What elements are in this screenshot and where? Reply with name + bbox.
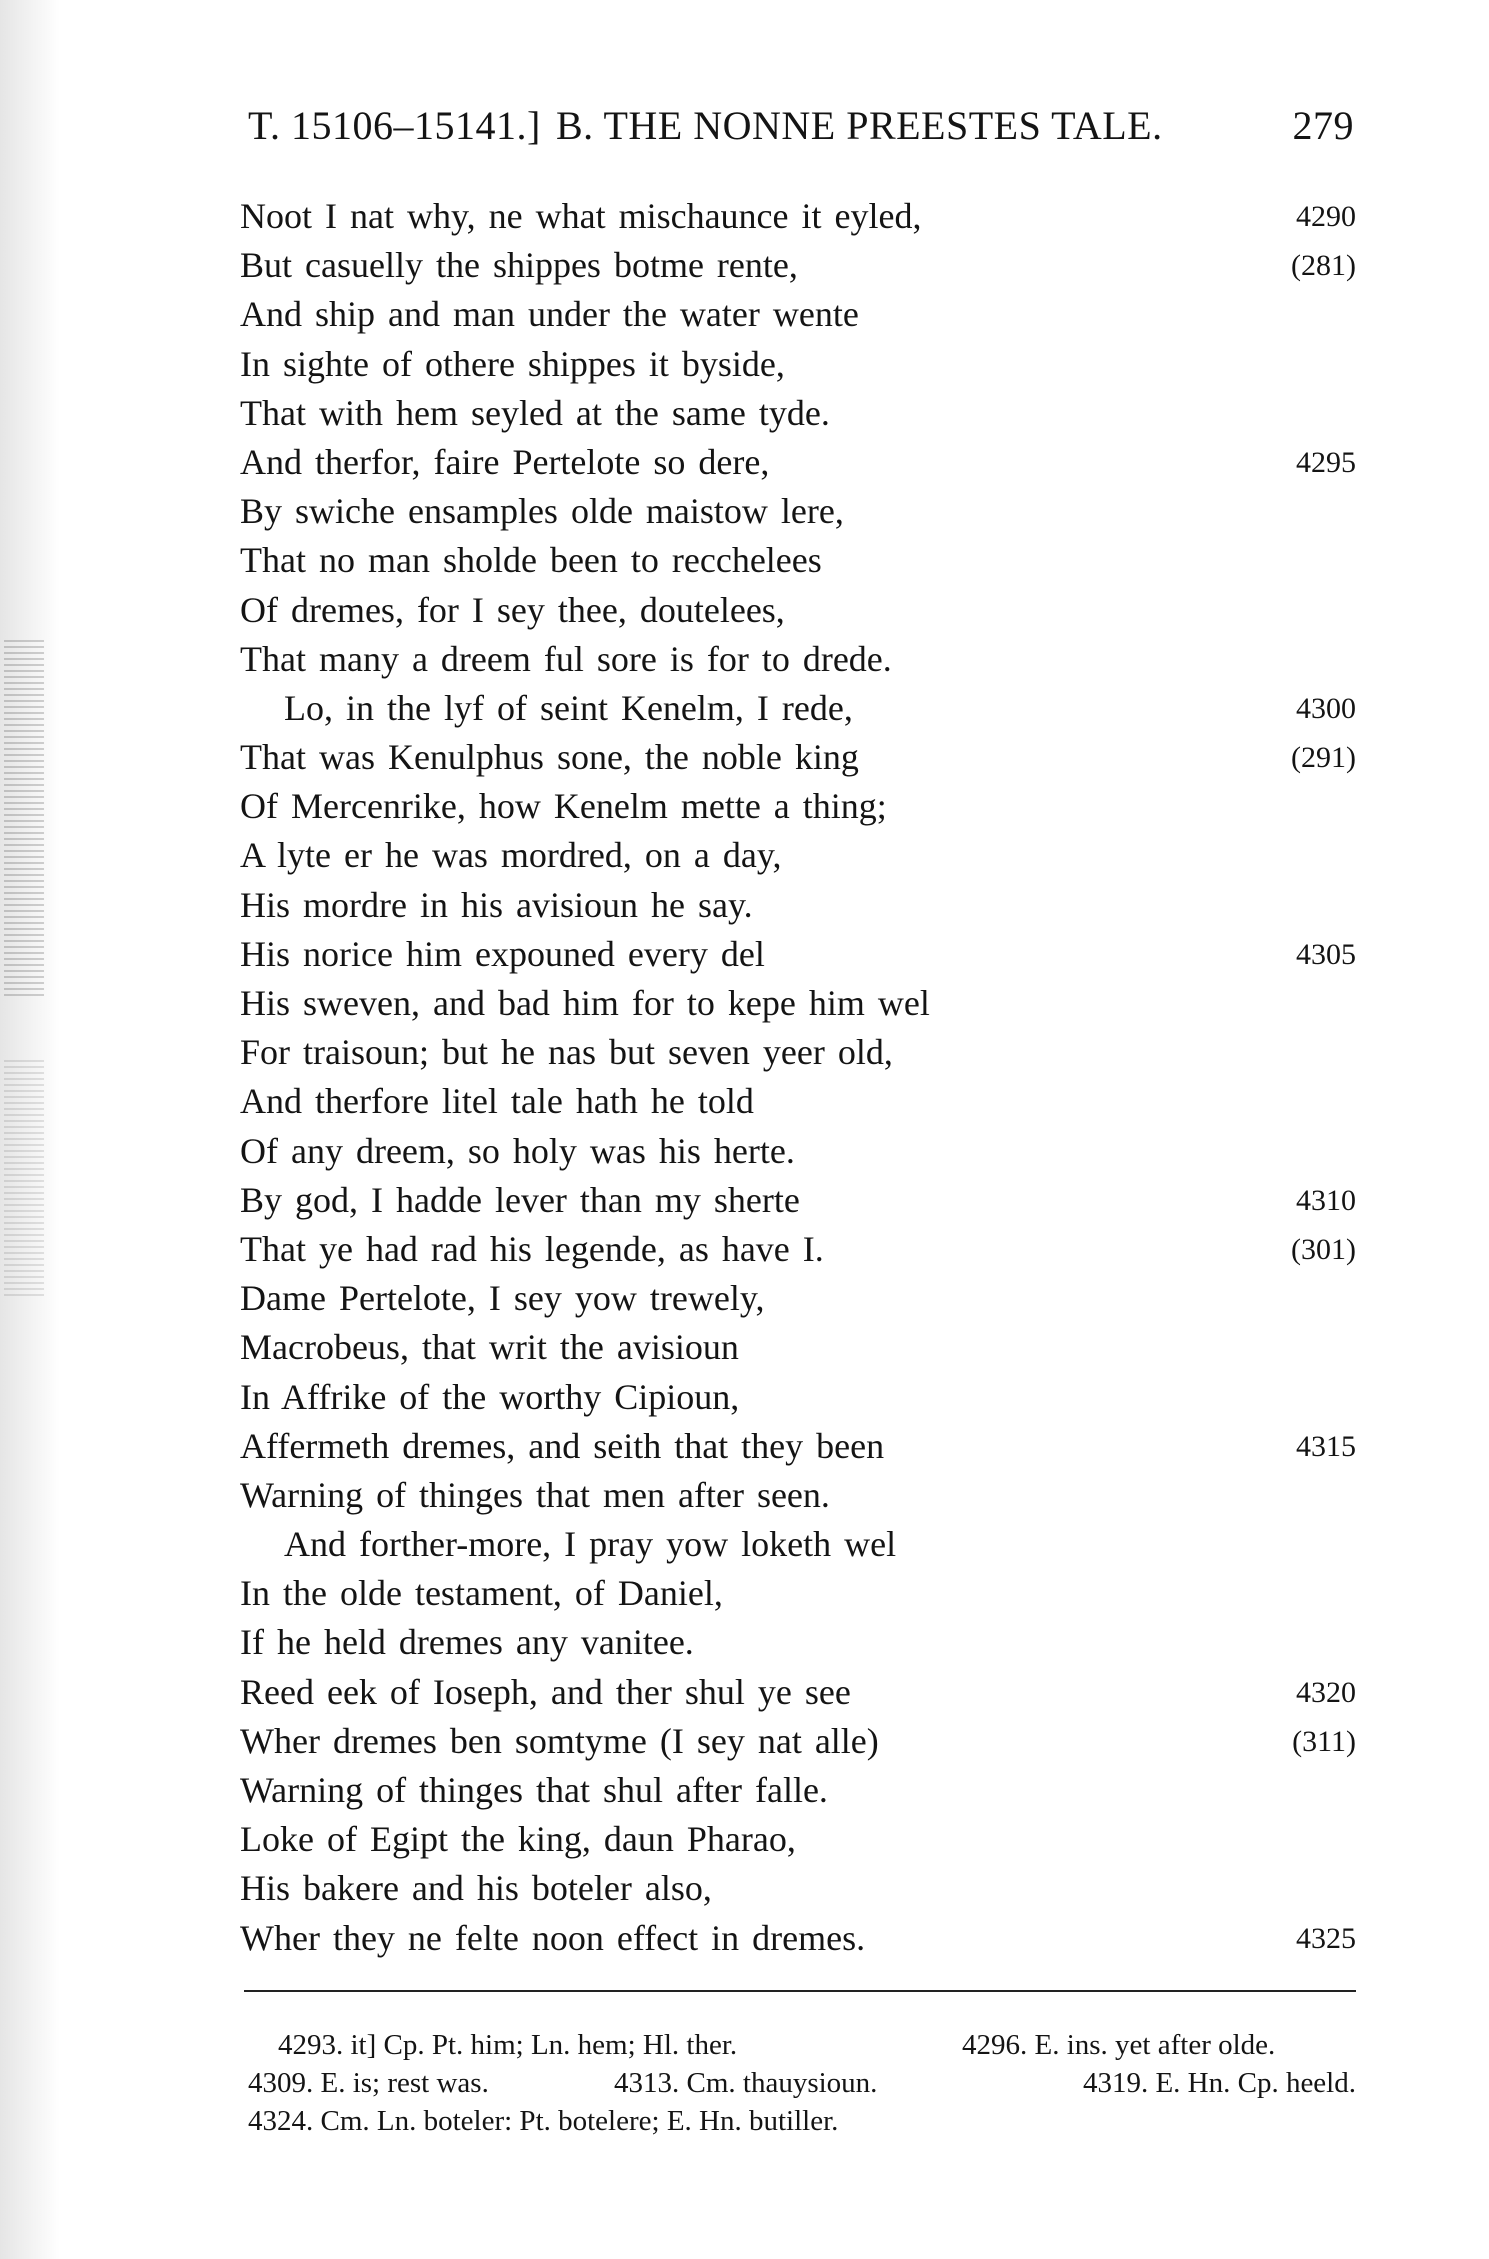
verse-text: Reed eek of Ioseph, and ther shul ye see: [240, 1671, 851, 1712]
note-row: [248, 2064, 1356, 2102]
verse-line: [240, 340, 1356, 389]
verse-text: And forther-more, I pray yow loketh wel: [284, 1524, 897, 1565]
verse-text: But casuelly the shippes botme rente,: [240, 245, 798, 286]
note-4313: 4313. Cm. thauysioun.: [614, 2067, 878, 2099]
verse-line: [240, 438, 1356, 487]
note-4296: 4296. E. ins. yet after olde.: [962, 2029, 1276, 2061]
verse-text: His mordre in his avisioun he say.: [240, 884, 753, 925]
verse-text: That was Kenulphus sone, the noble king: [240, 737, 859, 778]
verse-line: [240, 1815, 1356, 1864]
verse-line: [240, 1077, 1356, 1126]
footnote-rule: [244, 1990, 1356, 1992]
verse-line: [240, 389, 1356, 438]
verse-text: Dame Pertelote, I sey yow trewely,: [240, 1278, 765, 1319]
verse-text: Wher dremes ben somtyme (I sey nat alle): [240, 1720, 879, 1761]
verse-line: [240, 1373, 1356, 1422]
line-number: 4295: [1296, 445, 1356, 479]
page-title: B. THE NONNE PREESTES TALE.: [556, 103, 1163, 148]
verse-line: [240, 1471, 1356, 1520]
verse-line: [240, 1914, 1356, 1963]
verse-text: That many a dreem ful sore is for to drede.: [240, 638, 892, 679]
verse-text: His sweven, and bad him for to kepe him wel: [240, 983, 930, 1023]
verse-text: In the olde testament, of Daniel,: [240, 1573, 723, 1614]
line-number: (281): [1291, 249, 1356, 283]
verse-text: Macrobeus, that writ the avisioun: [240, 1327, 739, 1368]
verse-line: [240, 979, 1356, 1028]
line-number: 4320: [1296, 1675, 1356, 1709]
verse-text: A lyte er he was mordred, on a day,: [240, 835, 782, 876]
note-4309: 4309. E. is; rest was.: [248, 2067, 489, 2099]
verse-line: [240, 1864, 1356, 1913]
verse-line: [240, 1569, 1356, 1618]
running-header: [248, 102, 1354, 158]
verse-text: That with hem seyled at the same tyde.: [240, 392, 830, 433]
verse-text: Warning of thinges that men after seen.: [240, 1474, 830, 1515]
page-number: 279: [1292, 103, 1354, 148]
verse-text: And therfore litel tale hath he told: [240, 1081, 754, 1122]
line-number: (311): [1292, 1724, 1356, 1758]
verse-text: By swiche ensamples olde maistow lere,: [240, 491, 844, 532]
verse-line: [240, 684, 1356, 733]
textual-notes: [248, 2026, 1356, 2140]
verse-line: [240, 586, 1356, 635]
poem-text: [240, 192, 1356, 1963]
verse-text: His norice him expouned every del: [240, 933, 765, 974]
verse-text: For traisoun; but he nas but seven yeer old,: [240, 1032, 893, 1073]
verse-text: Of dremes, for I sey thee, doutelees,: [240, 589, 785, 630]
verse-line: [240, 1520, 1356, 1569]
verse-line: [240, 930, 1356, 979]
verse-text: If he held dremes any vanitee.: [240, 1622, 694, 1663]
verse-text: Lo, in the lyf of seint Kenelm, I rede,: [284, 687, 853, 728]
verse-line: [240, 733, 1356, 782]
verse-line: [240, 782, 1356, 831]
verse-line: [240, 1668, 1356, 1717]
line-number: (301): [1291, 1232, 1356, 1266]
verse-text: In sighte of othere shippes it byside,: [240, 343, 785, 384]
verse-line: [240, 1176, 1356, 1225]
verse-line: [240, 1274, 1356, 1323]
verse-text: Warning of thinges that shul after falle.: [240, 1770, 828, 1810]
verse-text: Of any dreem, so holy was his herte.: [240, 1130, 795, 1171]
line-number: 4310: [1296, 1183, 1356, 1217]
verse-line: [240, 1618, 1356, 1667]
verse-line: [240, 241, 1356, 290]
line-number: 4325: [1296, 1921, 1356, 1955]
verse-line: [240, 1028, 1356, 1077]
verse-text: And therfor, faire Pertelote so dere,: [240, 441, 770, 482]
verse-line: [240, 192, 1356, 241]
note-4319: 4319. E. Hn. Cp. heeld.: [1082, 2067, 1356, 2099]
verse-line: [240, 831, 1356, 880]
verse-text: Loke of Egipt the king, daun Pharao,: [240, 1819, 796, 1860]
verse-text: Affermeth dremes, and seith that they been: [240, 1425, 885, 1466]
note-4293: 4293. it] Cp. Pt. him; Ln. hem; Hl. ther.: [278, 2029, 738, 2061]
line-number: 4290: [1296, 200, 1356, 233]
verse-line: [240, 881, 1356, 930]
verse-line: [240, 1422, 1356, 1471]
note-row: [248, 2102, 1356, 2140]
line-range-reference: T. 15106–15141.]: [248, 103, 541, 148]
verse-text: And ship and man under the water wente: [240, 294, 859, 335]
binding-speckle: [4, 640, 44, 1000]
line-number: 4300: [1296, 691, 1356, 725]
binding-speckle: [4, 1060, 44, 1300]
verse-line: [240, 536, 1356, 585]
verse-text: Noot I nat why, ne what mischaunce it eyled,: [240, 196, 922, 236]
line-number: (291): [1291, 741, 1356, 775]
verse-line: [240, 1127, 1356, 1176]
verse-text: That ye had rad his legende, as have I.: [240, 1228, 824, 1269]
verse-text: That no man sholde been to recchelees: [240, 540, 822, 581]
verse-line: [240, 1323, 1356, 1372]
verse-line: [240, 487, 1356, 536]
line-number: 4315: [1296, 1429, 1356, 1463]
verse-line: [240, 635, 1356, 684]
verse-text: In Affrike of the worthy Cipioun,: [240, 1376, 740, 1417]
line-number: 4305: [1296, 937, 1356, 971]
verse-line: [240, 1766, 1356, 1815]
verse-text: Of Mercenrike, how Kenelm mette a thing;: [240, 786, 887, 827]
note-4324: 4324. Cm. Ln. boteler: Pt. botelere; E. Hn. butiller.: [248, 2105, 839, 2137]
verse-text: By god, I hadde lever than my sherte: [240, 1179, 800, 1220]
note-row: [248, 2026, 1356, 2064]
verse-line: [240, 1717, 1356, 1766]
verse-text: Wher they ne felte noon effect in dremes.: [240, 1917, 866, 1958]
verse-line: [240, 290, 1356, 339]
verse-text: His bakere and his boteler also,: [240, 1868, 712, 1909]
verse-line: [240, 1225, 1356, 1274]
